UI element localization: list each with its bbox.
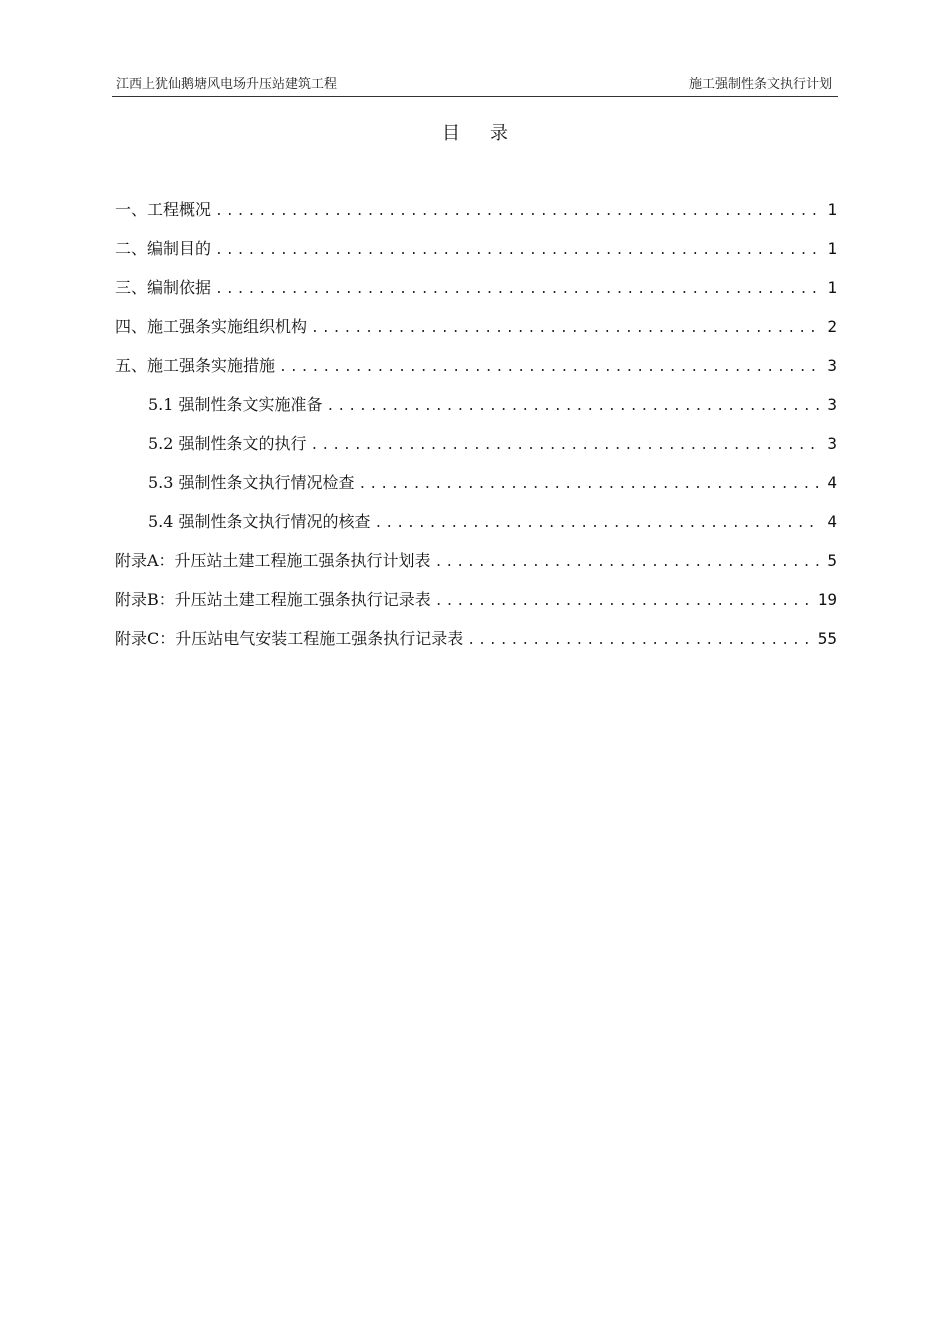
toc-entry-basis[interactable] <box>115 275 837 314</box>
toc-dot-leader <box>311 321 821 336</box>
toc-dot-leader <box>435 594 812 609</box>
toc-dot-leader <box>375 516 822 531</box>
toc-entry-label: 四、施工强条实施组织机构 <box>115 317 308 336</box>
toc-page-number: 4 <box>827 473 837 492</box>
toc-entry-5-3[interactable] <box>115 470 837 509</box>
toc-page-number: 4 <box>827 512 837 531</box>
header-document-name: 施工强制性条文执行计划 <box>688 77 832 92</box>
header-rule <box>112 96 838 97</box>
toc-page-number: 1 <box>827 239 837 258</box>
toc-entry-5-4[interactable] <box>115 509 837 548</box>
toc-entry-label: 一、工程概况 <box>115 200 212 219</box>
toc-entry-5-2[interactable] <box>115 431 837 470</box>
toc-page-number: 1 <box>827 200 837 219</box>
toc-page-number: 3 <box>827 395 837 414</box>
toc-entry-label: 5.2 强制性条文的执行 <box>148 434 307 453</box>
toc-entry-label: 5.1 强制性条文实施准备 <box>148 395 323 414</box>
toc-dot-leader <box>467 633 811 648</box>
toc-entry-label: 5.3 强制性条文执行情况检查 <box>148 473 355 492</box>
toc-entry-label: 5.4 强制性条文执行情况的核查 <box>148 512 371 531</box>
toc-entry-label: 附录B：升压站土建工程施工强条执行记录表 <box>115 590 431 609</box>
toc-entry-label: 附录A：升压站土建工程施工强条执行计划表 <box>115 551 431 570</box>
toc-page-number: 2 <box>827 317 837 336</box>
toc-title-part2: 录 <box>490 123 508 144</box>
toc-dot-leader <box>311 438 822 453</box>
toc-entry-appendix-c[interactable] <box>115 626 837 665</box>
toc-entry-appendix-b[interactable] <box>115 587 837 626</box>
toc-page-number: 1 <box>827 278 837 297</box>
toc-entry-label: 五、施工强条实施措施 <box>115 356 276 375</box>
toc-entry-purpose[interactable] <box>115 236 837 275</box>
toc-title-part1: 目 <box>442 123 460 144</box>
toc-dot-leader <box>359 477 822 492</box>
toc-dot-leader <box>279 360 821 375</box>
toc-entry-measures[interactable] <box>115 353 837 392</box>
toc-page-number: 3 <box>827 434 837 453</box>
page-header <box>116 70 832 92</box>
toc-dot-leader <box>215 243 821 258</box>
toc-entry-label: 三、编制依据 <box>115 278 212 297</box>
toc-page-number: 55 <box>817 629 837 648</box>
toc-entry-appendix-a[interactable] <box>115 548 837 587</box>
toc-page-number: 5 <box>827 551 837 570</box>
toc-entry-label: 二、编制目的 <box>115 239 212 258</box>
toc-list <box>115 197 837 665</box>
toc-page-number: 3 <box>827 356 837 375</box>
toc-title <box>0 119 950 145</box>
toc-entry-5-1[interactable] <box>115 392 837 431</box>
toc-page-number: 19 <box>817 590 837 609</box>
toc-dot-leader <box>435 555 822 570</box>
header-project-name: 江西上犹仙鹅塘风电场升压站建筑工程 <box>116 77 338 92</box>
toc-dot-leader <box>327 399 822 414</box>
toc-dot-leader <box>215 204 821 219</box>
toc-entry-label: 附录C：升压站电气安装工程施工强条执行记录表 <box>115 629 464 648</box>
toc-entry-organization[interactable] <box>115 314 837 353</box>
toc-entry-engineering-overview[interactable] <box>115 197 837 236</box>
toc-dot-leader <box>215 282 821 297</box>
